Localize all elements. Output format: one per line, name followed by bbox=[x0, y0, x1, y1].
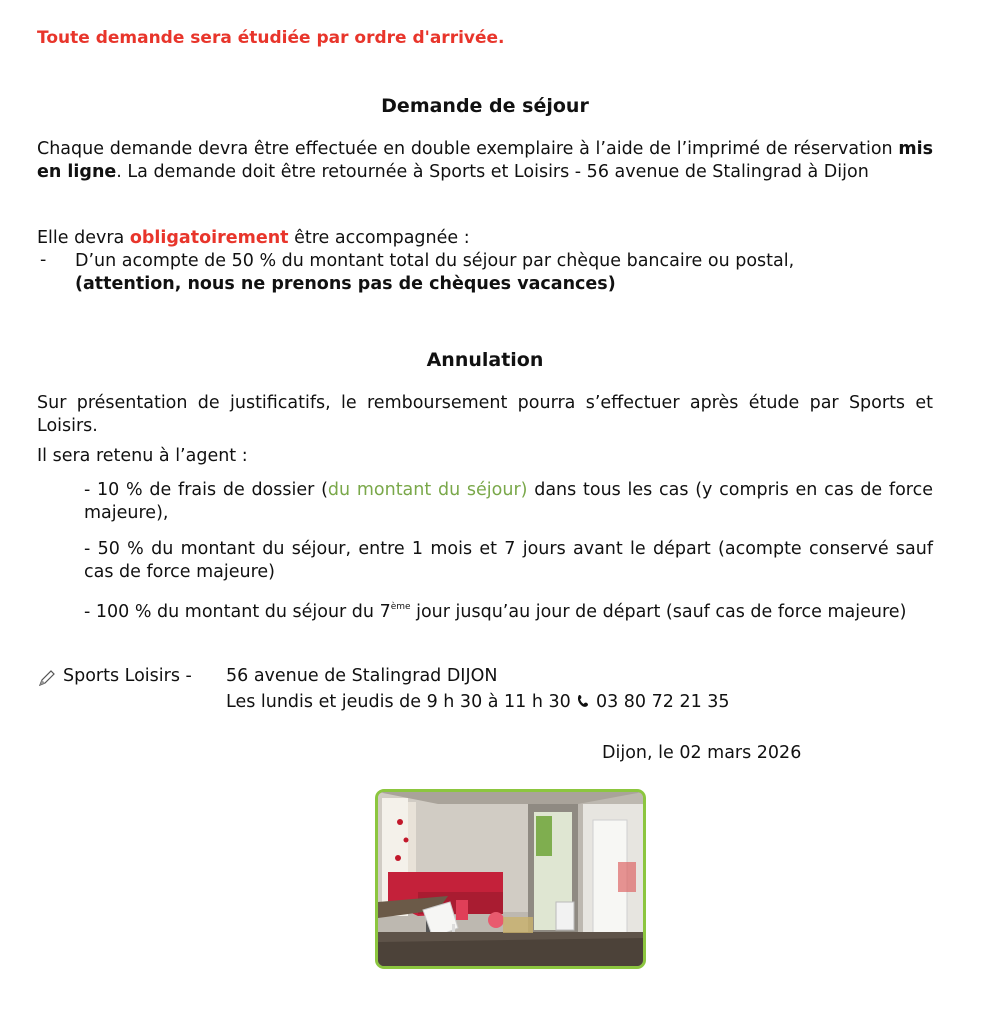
text-bold-no-cheques: (attention, nous ne prenons pas de chèques vacances) bbox=[75, 274, 616, 294]
text-segment: être accompagnée : bbox=[288, 228, 470, 248]
paragraph-mandatory bbox=[37, 227, 933, 250]
text-segment: jour jusqu’au jour de départ (sauf cas de force majeure) bbox=[410, 602, 907, 622]
text-segment: dans tous les cas (y compris en cas de force majeure), bbox=[84, 480, 934, 523]
text-bold-online: mis en ligne bbox=[37, 139, 933, 182]
contact-hours-line bbox=[226, 690, 730, 714]
text-segment: D’un acompte de 50 % du montant total du séjour par chèque bancaire ou postal, bbox=[75, 251, 795, 271]
bullet-deposit bbox=[75, 250, 933, 296]
pencil-icon bbox=[37, 668, 57, 688]
list-item-fee-50: - 50 % du montant du séjour, entre 1 mois et 7 jours avant le départ (acompte conservé sauf cas de force majeure) bbox=[84, 539, 933, 582]
text-segment: - 10 % de frais de dossier ( bbox=[84, 480, 328, 500]
mobile-home-interior-photo bbox=[375, 789, 646, 969]
phone-icon bbox=[576, 692, 590, 708]
paragraph-refund: Sur présentation de justificatifs, le remboursement pourra s’effectuer après étude par Sports et Loisirs. bbox=[37, 393, 933, 436]
paragraph-retained: Il sera retenu à l’agent : bbox=[37, 446, 248, 466]
text-green-amount: du montant du séjour) bbox=[327, 480, 528, 500]
text-segment: . La demande doit être retournée à Sports et Loisirs - 56 avenue de Stalingrad à Dijon bbox=[116, 162, 869, 182]
bullet-dash: - bbox=[40, 250, 47, 270]
text-segment: Chaque demande devra être effectuée en double exemplaire à l’aide de l’imprimé de réservation bbox=[37, 139, 899, 159]
contact-hours: Les lundis et jeudis de 9 h 30 à 11 h 30 bbox=[226, 692, 571, 712]
contact-org: Sports Loisirs - bbox=[63, 666, 192, 686]
text-segment: Elle devra bbox=[37, 228, 130, 248]
heading-annulation: Annulation bbox=[426, 349, 544, 371]
notice-arrival-order: Toute demande sera étudiée par ordre d'arrivée. bbox=[37, 28, 505, 48]
paragraph-demande-instructions bbox=[37, 138, 933, 184]
date-line: Dijon, le 02 mars 2026 bbox=[602, 743, 802, 763]
heading-demande-sejour: Demande de séjour bbox=[381, 95, 589, 117]
text-segment: - 100 % du montant du séjour du 7 bbox=[84, 602, 391, 622]
photo-illustration bbox=[378, 792, 643, 966]
text-red-mandatory: obligatoirement bbox=[129, 228, 289, 248]
contact-address: 56 avenue de Stalingrad DIJON bbox=[226, 666, 498, 686]
list-item-fee-100 bbox=[84, 596, 933, 624]
text-superscript: ème bbox=[390, 602, 411, 612]
contact-phone: 03 80 72 21 35 bbox=[595, 692, 730, 712]
list-item-fee-10 bbox=[84, 479, 933, 525]
